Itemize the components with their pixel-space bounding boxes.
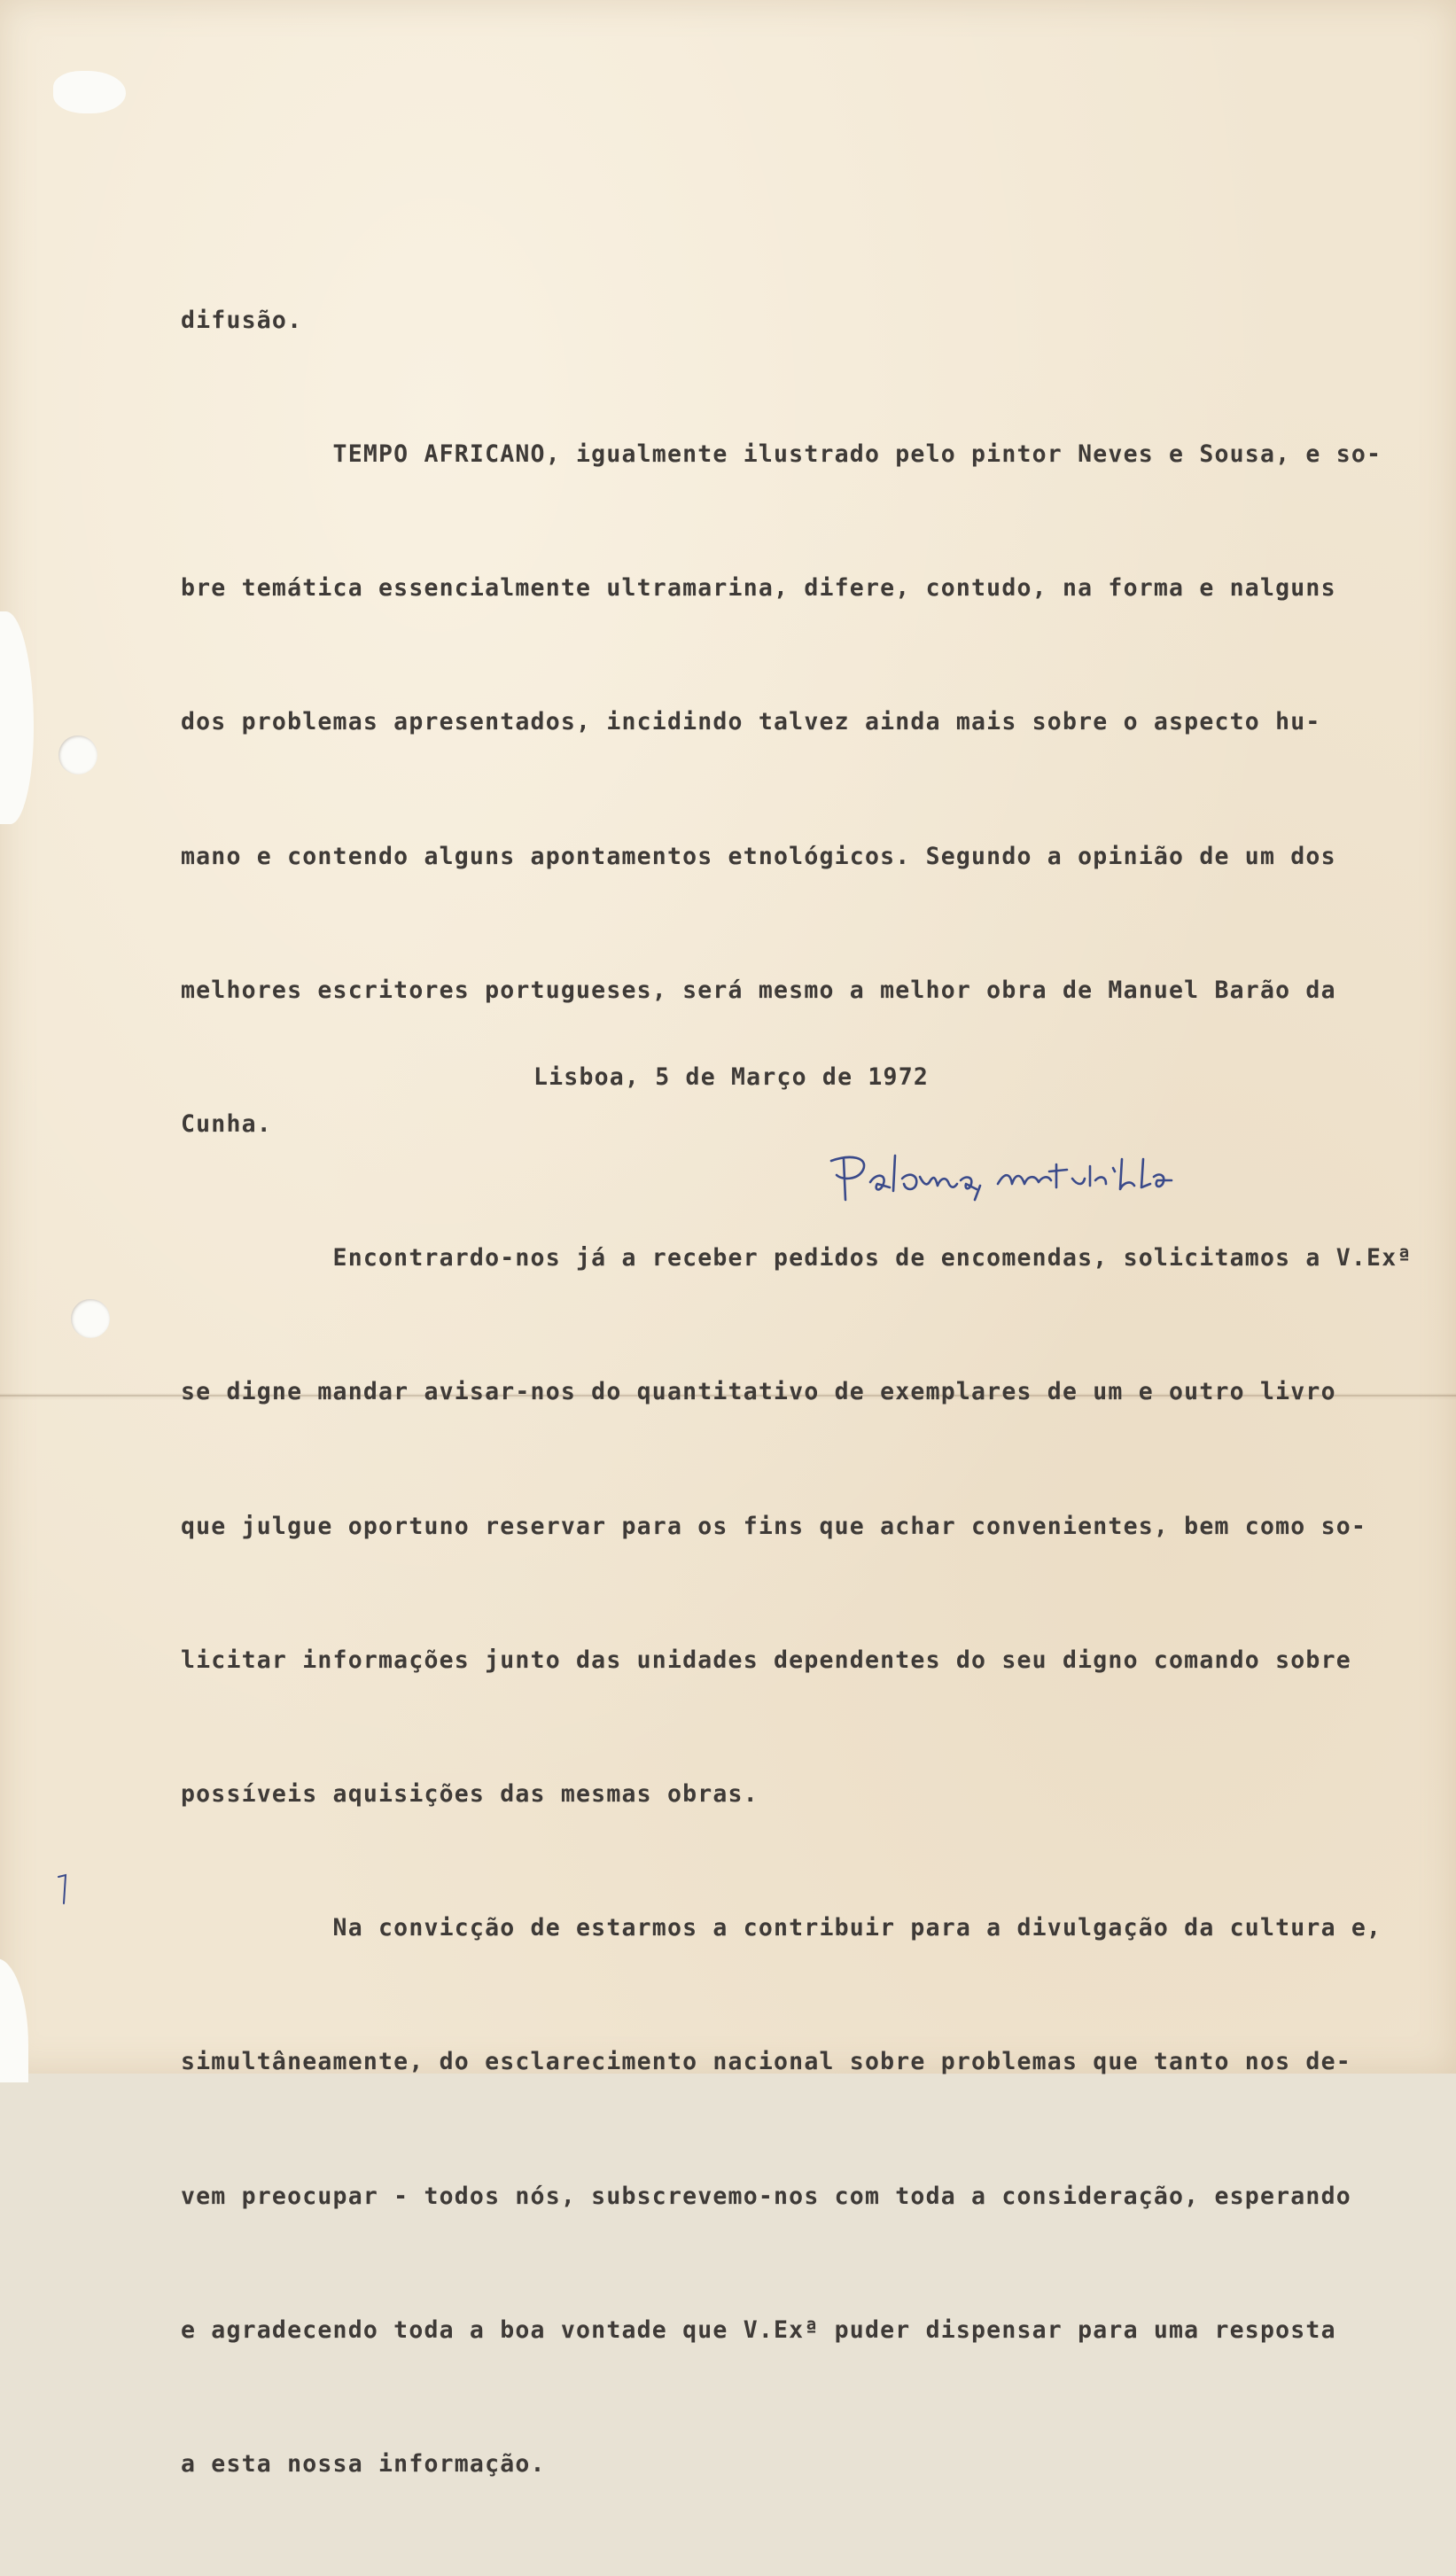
punch-hole-upper	[58, 735, 97, 774]
letter-line: licitar informações junto das unidades dependentes do seu digno comando sobre	[181, 1646, 1351, 1674]
letter-line: simultâneamente, do esclarecimento nacional sobre problemas que tanto nos de-	[181, 2048, 1351, 2076]
letter-body	[181, 209, 1421, 2576]
letter-line: Cunha.	[181, 1110, 272, 1139]
letter-line: dos problemas apresentados, incidindo talvez ainda mais sobre o aspecto hu-	[181, 708, 1321, 736]
letter-line: e agradecendo toda a boa vontade que V.Exª puder dispensar para uma resposta	[181, 2315, 1336, 2344]
letter-line: a esta nossa informação.	[181, 2450, 546, 2479]
letter-line: que julgue oportuno reservar para os fins que achar convenientes, bem como so-	[181, 1512, 1367, 1540]
punch-hole-lower	[71, 1299, 110, 1338]
date-line: Lisboa, 5 de Março de 1972	[533, 1063, 930, 1091]
left-edge-tear	[0, 611, 34, 824]
letter-line: se digne mandar avisar-nos do quantitativo de exemplares de um e outro livro	[181, 1378, 1336, 1406]
letter-line: vem preocupar - todos nós, subscrevemo-nos com toda a consideração, esperando	[181, 2182, 1351, 2210]
letter-line: Encontrardo-nos já a receber pedidos de encomendas, solicitamos a V.Exª	[181, 1244, 1413, 1272]
bottom-left-tear	[0, 1958, 28, 2082]
letter-line: possíveis aquisições das mesmas obras.	[181, 1780, 759, 1809]
handwritten-signature	[824, 1145, 1232, 1216]
margin-pencil-mark	[55, 1872, 73, 1907]
letter-line: mano e contendo alguns apontamentos etnológicos. Segundo a opinião de um dos	[181, 842, 1336, 870]
letter-line: TEMPO AFRICANO, igualmente ilustrado pelo pintor Neves e Sousa, e so-	[181, 440, 1382, 469]
top-left-tear	[53, 71, 126, 113]
letter-line: Na convicção de estarmos a contribuir para a divulgação da cultura e,	[181, 1914, 1382, 1942]
letter-line: melhores escritores portugueses, será mesmo a melhor obra de Manuel Barão da	[181, 976, 1336, 1004]
letter-line: bre temática essencialmente ultramarina, difere, contudo, na forma e nalguns	[181, 574, 1336, 603]
letter-line: difusão.	[181, 306, 303, 334]
